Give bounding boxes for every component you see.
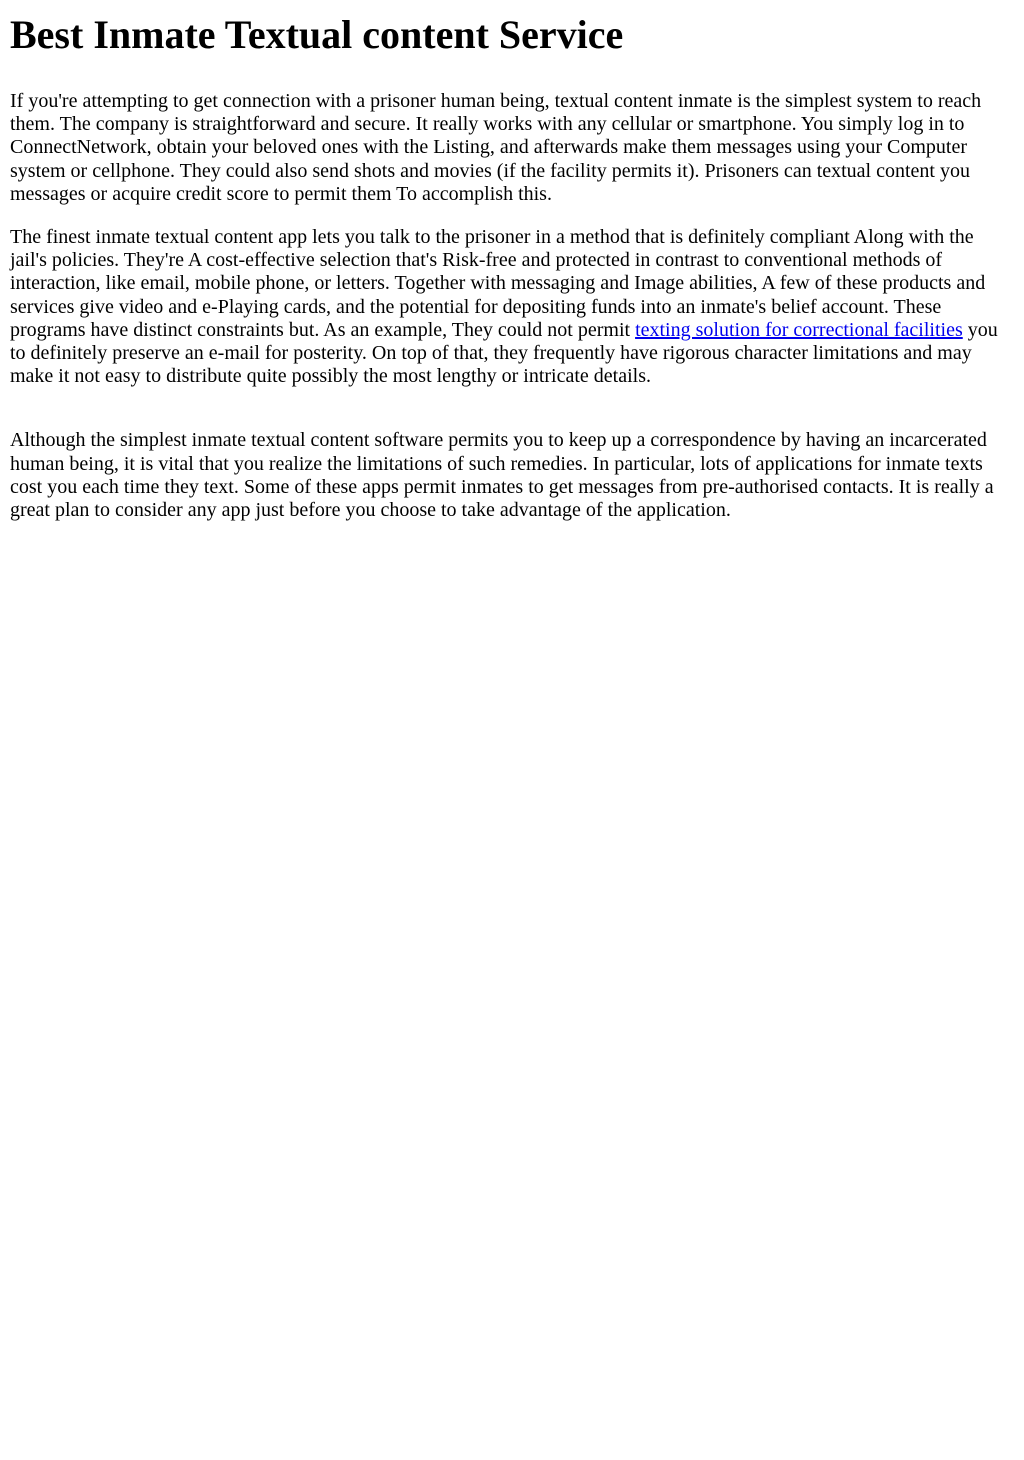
article bbox=[0, 12, 1024, 522]
texting-solution-link[interactable]: texting solution for correctional facilities bbox=[635, 318, 963, 341]
paragraph-app-overview bbox=[10, 226, 1014, 388]
paragraph-spacer bbox=[10, 408, 1014, 429]
paragraph-text-after-link: you to definitely preserve an e-mail for posterity. On top of that, they frequently have rigorous character limitations and may make it not easy to distribute quite possibly the most lengthy or intricate details. bbox=[10, 318, 998, 388]
paragraph-limitations: Although the simplest inmate textual content software permits you to keep up a correspondence by having an incarcerated human being, it is vital that you realize the limitations of such remedies. In particular, lots of applications for inmate texts cost you each time they text. Some of these apps permit inmates to get messages from pre-authorised contacts. It is really a great plan to consider any app just before you choose to take advantage of the application. bbox=[10, 429, 994, 522]
paragraph-intro: If you're attempting to get connection with a prisoner human being, textual content inmate is the simplest system to reach them. The company is straightforward and secure. It really works with any cellular or smartphone. You simply log in to ConnectNetwork, obtain your beloved ones with the Listing, and afterwards make them messages using your Computer system or cellphone. They could also send shots and movies (if the facility permits it). Prisoners can textual content you messages or acquire credit score to permit them To accomplish this. bbox=[10, 90, 982, 205]
page-title: Best Inmate Textual content Service bbox=[10, 12, 624, 57]
paragraph-text-before-link: The finest inmate textual content app lets you talk to the prisoner in a method that is definitely compliant Along with the jail's policies. They're A cost-effective selection that's Risk-free and protected in contrast to conventional methods of interaction, like email, mobile phone, or letters. Together with messaging and Image abilities, A few of these products and services give video and e-Playing cards, and the potential for depositing funds into an inmate's belief account. These programs have distinct constraints but. As an example, They could not permit bbox=[10, 226, 986, 341]
